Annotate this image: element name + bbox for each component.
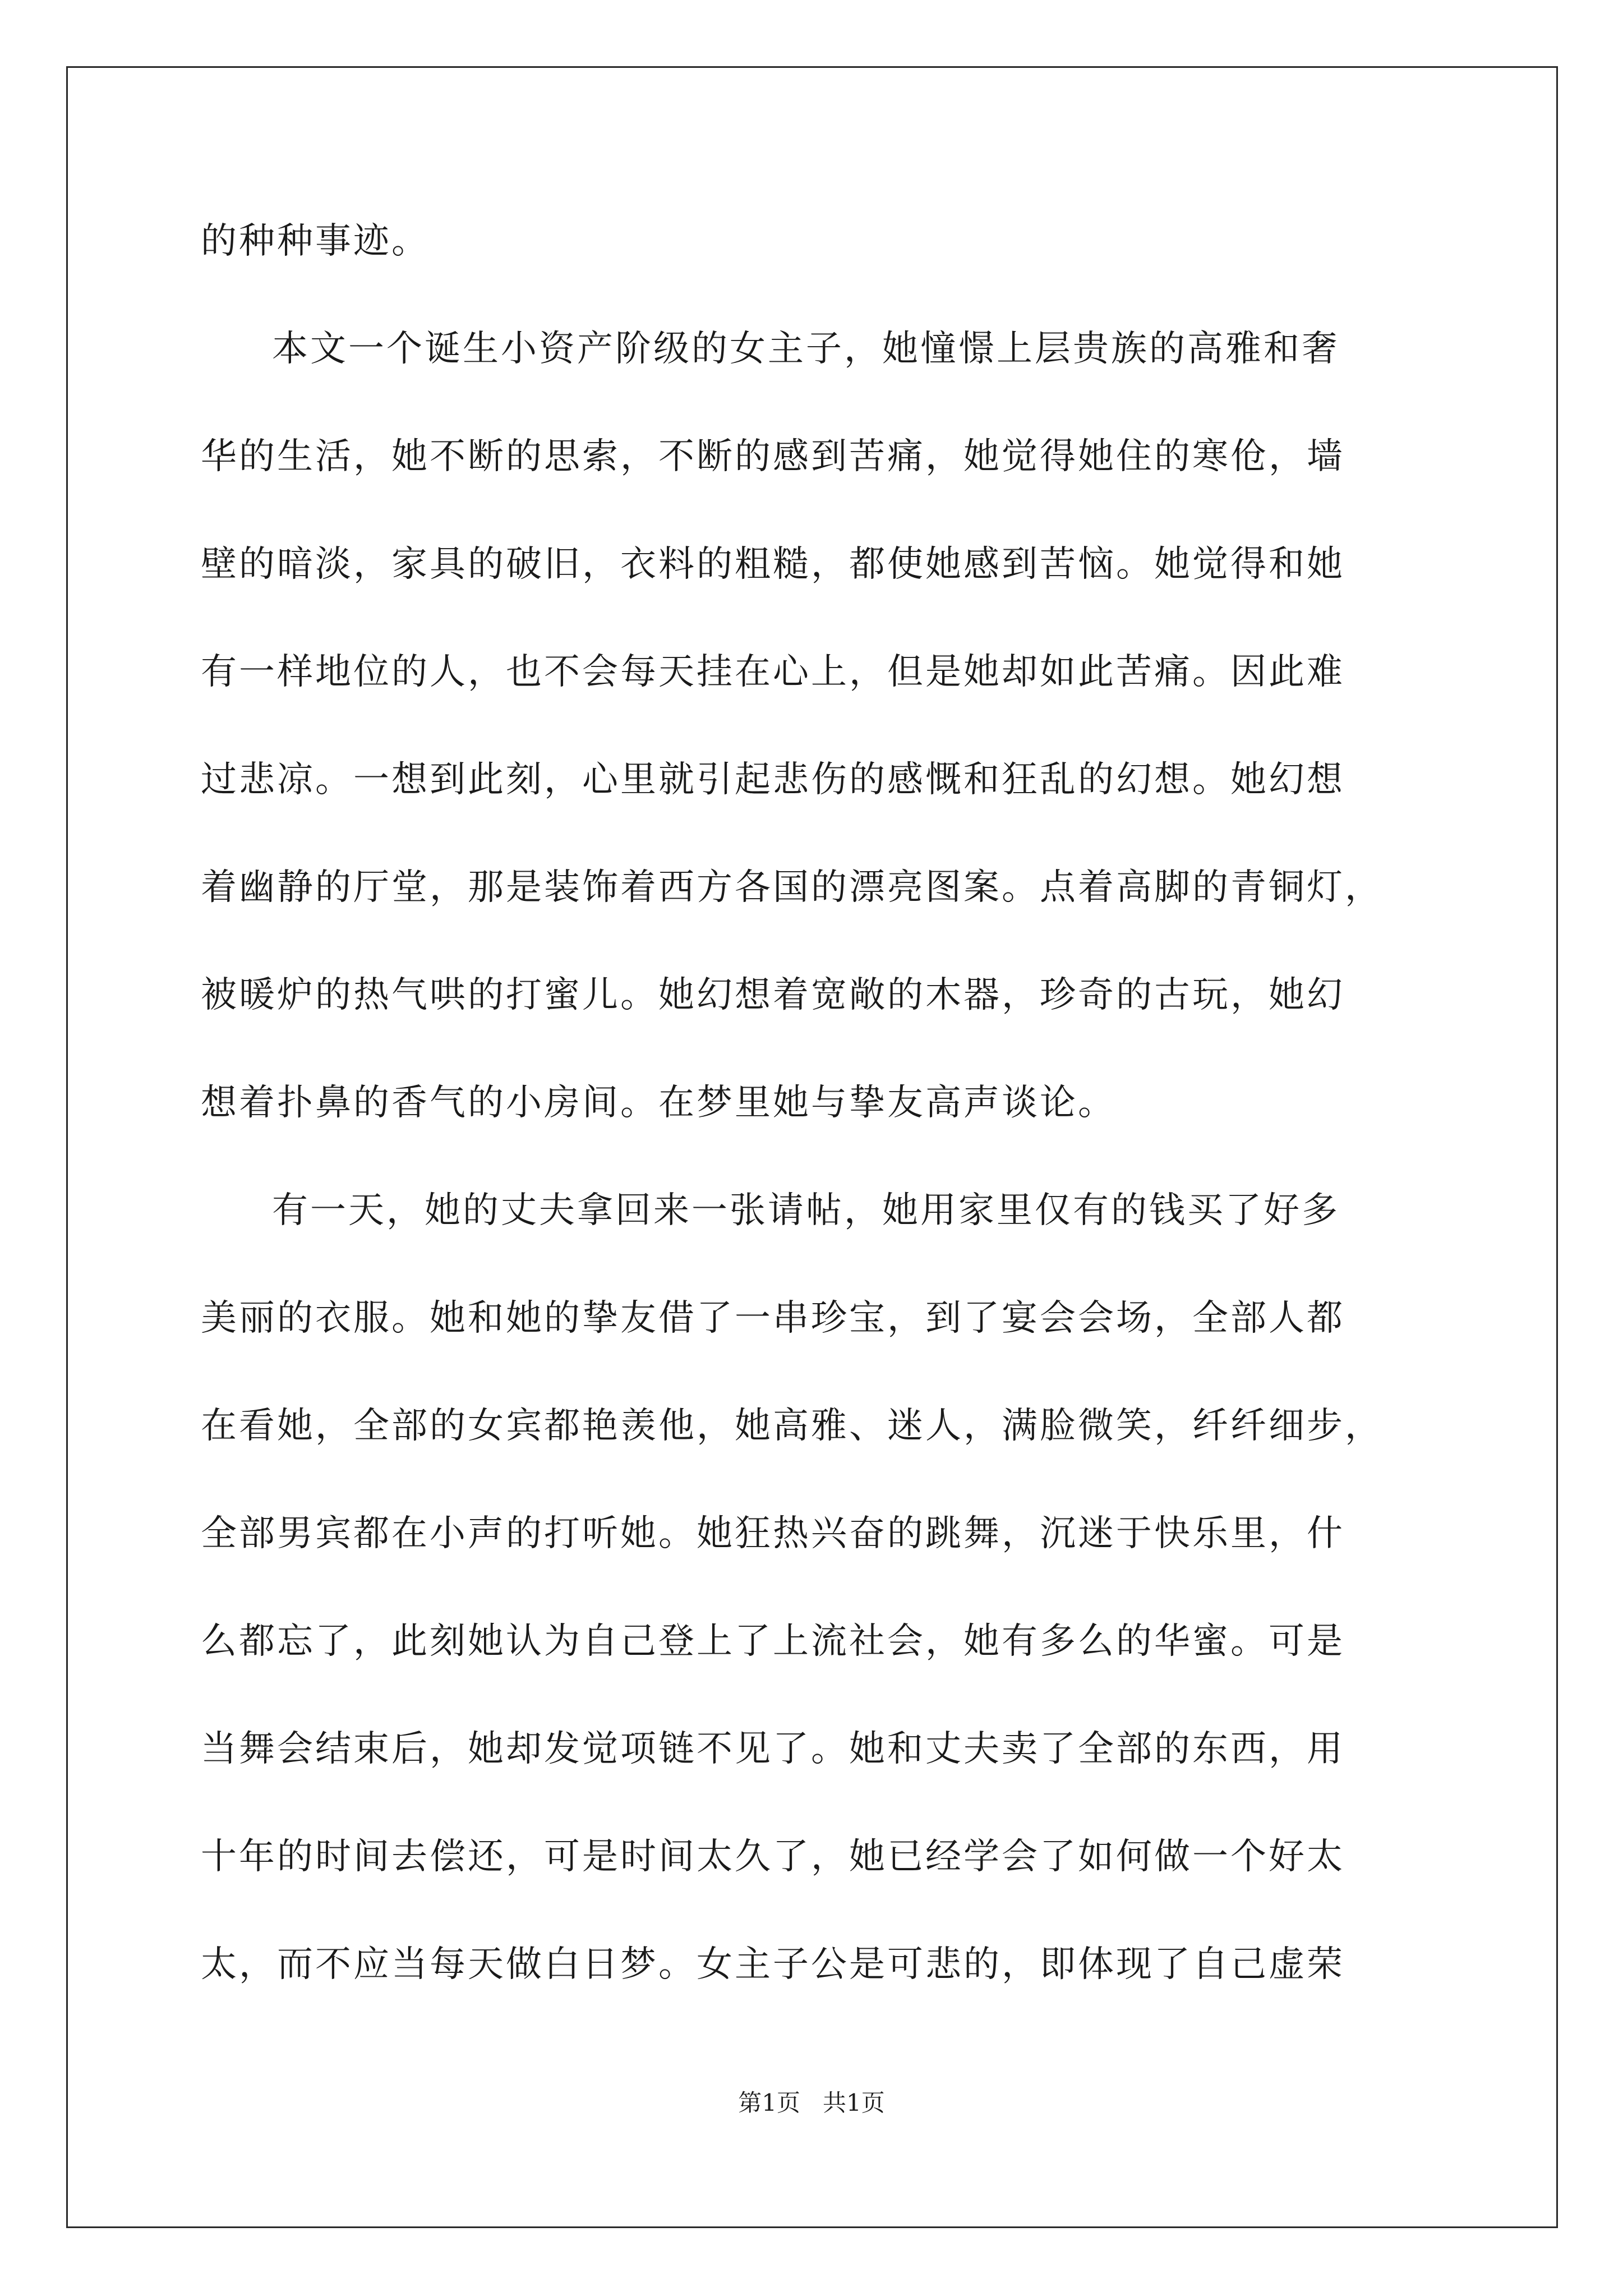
text-line: 过悲凉。一想到此刻，心里就引起悲伤的感慨和狂乱的幻想。她幻想	[201, 759, 1345, 800]
text-line: 当舞会结束后，她却发觉项链不见了。她和丈夫卖了全部的东西，用	[201, 1728, 1345, 1770]
text-line: 么都忘了，此刻她认为自己登上了上流社会，她有多么的华蜜。可是	[201, 1621, 1345, 1662]
text-line: 十年的时间去偿还，可是时间太久了，她已经学会了如何做一个好太	[201, 1836, 1345, 1878]
text-line: 壁的暗淡，家具的破旧，衣料的粗糙，都使她感到苦恼。她觉得和她	[201, 544, 1345, 585]
text-line: 的种种事迹。	[201, 220, 430, 262]
page-border	[66, 66, 1558, 2228]
text-line: 华的生活，她不断的思索，不断的感到苦痛，她觉得她住的寒伧，墙	[201, 436, 1345, 477]
text-line: 美丽的衣服。她和她的挚友借了一串珍宝，到了宴会会场，全部人都	[201, 1297, 1345, 1339]
text-line: 太，而不应当每天做白日梦。女主子公是可悲的，即体现了自己虚荣	[201, 1944, 1345, 1985]
text-line: 在看她，全部的女宾都艳羡他，她高雅、迷人，满脸微笑，纤纤细步，	[201, 1405, 1383, 1447]
page-number-footer: 第1页 共1页	[738, 2089, 885, 2116]
text-line: 全部男宾都在小声的打听她。她狂热兴奋的跳舞，沉迷于快乐里，什	[201, 1513, 1345, 1554]
text-line: 被暖炉的热气哄的打蜜儿。她幻想着宽敞的木器，珍奇的古玩，她幻	[201, 974, 1345, 1016]
paragraph-start-line: 本文一个诞生小资产阶级的女主子，她憧憬上层贵族的高雅和奢	[272, 328, 1340, 370]
text-line: 着幽静的厅堂，那是装饰着西方各国的漂亮图案。点着高脚的青铜灯，	[201, 867, 1383, 908]
text-line: 有一样地位的人，也不会每天挂在心上，但是她却如此苦痛。因此难	[201, 651, 1345, 693]
paragraph-start-line: 有一天，她的丈夫拿回来一张请帖，她用家里仅有的钱买了好多	[272, 1190, 1340, 1231]
text-line: 想着扑鼻的香气的小房间。在梦里她与挚友高声谈论。	[201, 1082, 1116, 1124]
